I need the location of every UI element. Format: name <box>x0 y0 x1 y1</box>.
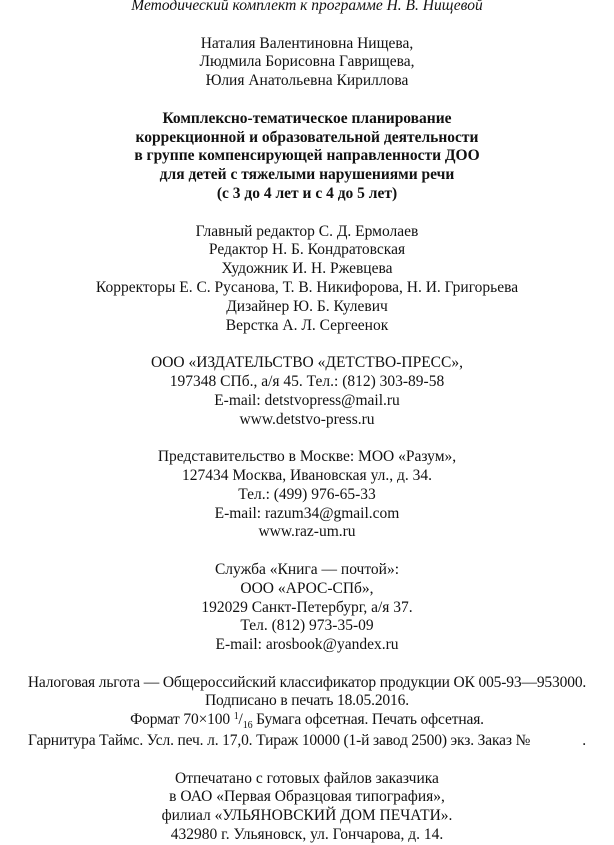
spacer <box>0 204 614 223</box>
format-denominator: 16 <box>242 720 253 732</box>
mail-order-service: Служба «Книга — почтой»: <box>214 560 400 578</box>
title-line: (с 3 до 4 лет и с 4 до 5 лет) <box>216 184 398 202</box>
title-line: для детей с тяжелыми нарушениями речи <box>159 166 455 184</box>
spacer <box>0 751 614 770</box>
moscow-office-address: 127434 Москва, Ивановская ул., д. 34. <box>181 466 433 484</box>
typeface-end: . <box>582 732 586 750</box>
printer-line: 432980 г. Ульяновск, ул. Гончарова, д. 14. <box>170 826 444 844</box>
tax-benefit: Налоговая льгота — Общероссийский классификатор продукции ОК 005-93—953000. <box>27 673 587 691</box>
mail-order-company: ООО «АРОС-СПб», <box>240 579 374 597</box>
moscow-office-block <box>0 448 614 542</box>
author: Наталия Валентиновна Нищева, <box>200 34 414 52</box>
format-numerator: 1 <box>233 711 239 723</box>
authors-block <box>0 35 614 91</box>
printer-line: Отпечатано с готовых файлов заказчика <box>175 769 439 787</box>
printer-block <box>0 770 614 845</box>
author: Юлия Анатольевна Кириллова <box>205 72 409 90</box>
publisher-email[interactable]: E-mail: detstvopress@mail.ru <box>214 391 400 409</box>
mail-order-block <box>0 561 614 655</box>
series-title: Методический комплект к программе Н. В. Нищевой <box>131 0 483 14</box>
moscow-office-phone: Тел.: (499) 976-65-33 <box>238 485 376 503</box>
credit-chief-editor: Главный редактор С. Д. Ермолаев <box>195 222 419 240</box>
credit-artist: Художник И. Н. Ржевцева <box>221 260 393 278</box>
format-line <box>0 711 614 732</box>
typeface-line <box>0 732 614 751</box>
publisher-website[interactable]: www.detstvo-press.ru <box>239 410 375 428</box>
spacer <box>0 91 614 110</box>
publisher-block <box>0 354 614 429</box>
title-line: Комплексно-тематическое планирование <box>162 109 452 127</box>
printer-line: в ОАО «Первая Образцовая типография», <box>169 788 445 806</box>
book-title <box>0 110 614 204</box>
credit-editor: Редактор Н. Б. Кондратовская <box>208 241 406 259</box>
credit-designer: Дизайнер Ю. Б. Кулевич <box>226 297 388 315</box>
author: Людмила Борисовна Гаврищева, <box>199 53 415 71</box>
mail-order-phone: Тел. (812) 973-35-09 <box>240 617 374 635</box>
mail-order-email[interactable]: E-mail: arosbook@yandex.ru <box>215 636 399 654</box>
format-suffix: Бумага офсетная. Печать офсетная. <box>252 711 484 729</box>
series-line <box>0 0 614 16</box>
format-slash: / <box>238 711 243 729</box>
publisher-name: ООО «ИЗДАТЕЛЬСТВО «ДЕТСТВО-ПРЕСС», <box>151 354 463 372</box>
credits-block <box>0 223 614 336</box>
format-prefix: Формат 70×100 <box>130 711 234 729</box>
spacer <box>0 16 614 35</box>
printer-line: филиал «УЛЬЯНОВСКИЙ ДОМ ПЕЧАТИ». <box>161 807 453 825</box>
title-line: коррекционной и образовательной деятельности <box>135 128 479 146</box>
signed-for-print: Подписано в печать 18.05.2016. <box>205 692 409 710</box>
spacer <box>0 429 614 448</box>
spacer <box>0 655 614 674</box>
moscow-office-website[interactable]: www.raz-um.ru <box>258 523 356 541</box>
credit-proofreaders: Корректоры Е. С. Русанова, Т. В. Никифорова, Н. И. Григорьева <box>95 278 519 296</box>
imprint-block <box>0 674 614 751</box>
spacer <box>0 542 614 561</box>
moscow-office-email[interactable]: E-mail: razum34@gmail.com <box>214 504 400 522</box>
mail-order-address: 192029 Санкт-Петербург, а/я 37. <box>201 598 413 616</box>
moscow-office-name: Представительство в Москве: МОО «Разум», <box>157 448 457 466</box>
publisher-address: 197348 СПб., а/я 45. Тел.: (812) 303-89-58 <box>169 372 445 390</box>
typeface-text: Гарнитура Таймс. Усл. печ. л. 17,0. Тираж 10000 (1-й завод 2500) экз. Заказ № <box>28 732 531 750</box>
title-line: в группе компенсирующей направленности ДОО <box>134 147 480 165</box>
credit-layout: Верстка А. Л. Сергеенок <box>225 316 389 334</box>
spacer <box>0 335 614 354</box>
